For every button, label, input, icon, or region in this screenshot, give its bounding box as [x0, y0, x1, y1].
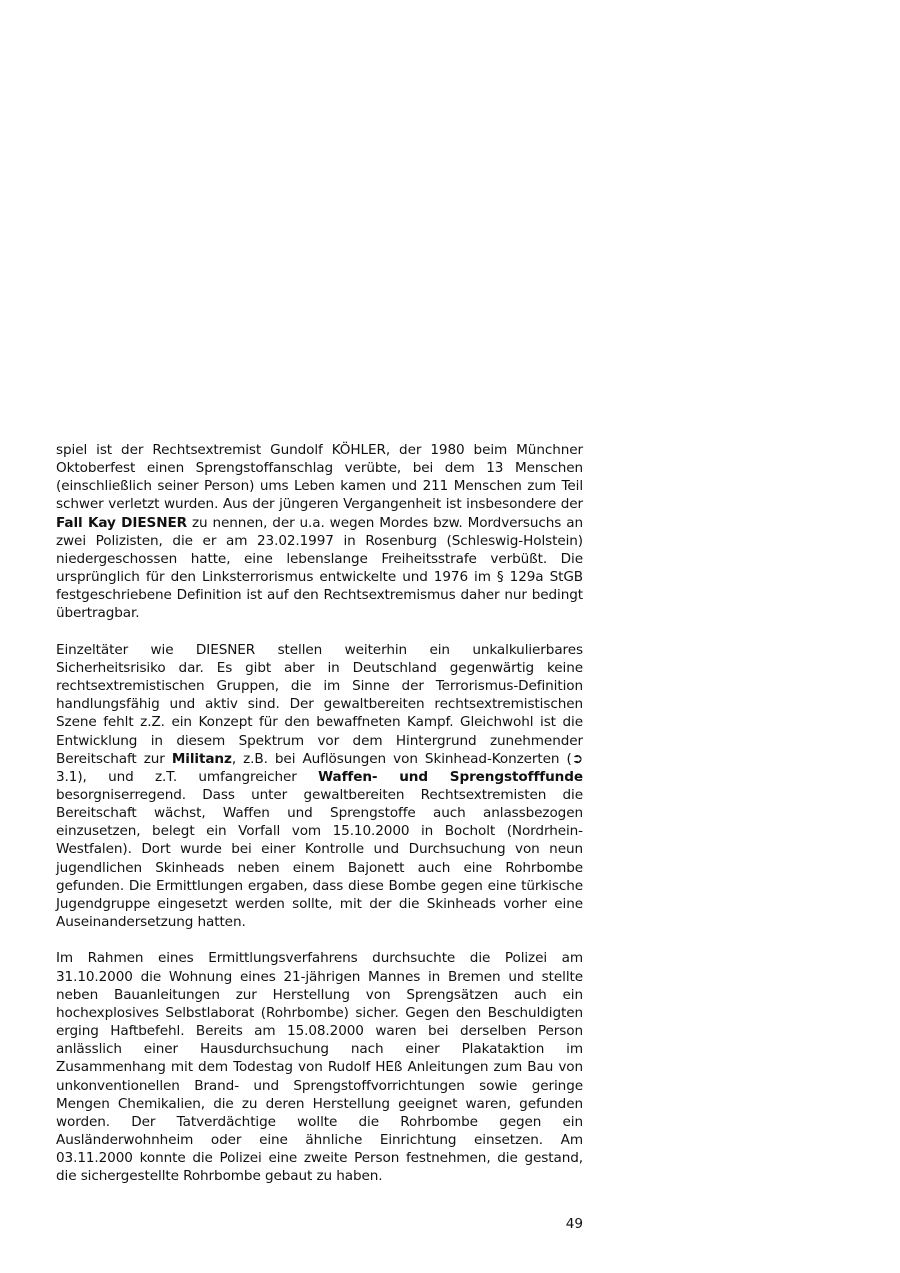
page-number: 49 — [565, 1216, 583, 1232]
text-segment: Einzeltäter wie DIESNER stellen weiterhin ein unkalkulierbares Sicherheitsrisiko dar. Es gibt aber in Deutschland gegenwärtig keine rechtsextremistischen Gruppen, die im Sinne der Terrorismus-Definition handlungsfähig und aktiv sind. Der gewaltbereiten rechtsextremistischen Szene fehlt z.Z. ein Konzept für den bewaffneten Kampf. Gleichwohl ist die Entwicklung in diesem Spektrum vor dem Hintergrund zunehmender Bereitschaft zur — [56, 641, 583, 767]
text-segment: besorgniserregend. Dass unter gewaltbereiten Rechtsextremisten die Bereitschaft wächst, Waffen und Sprengstoffe auch anlassbezogen einzusetzen, belegt ein Vorfall vom 15.10.2000 in Bocholt (Nordrhein-Westfalen). Dort wurde bei einer Kontrolle und Durchsuchung von neun jugendlichen Skinheads neben einem Bajonett auch eine Rohrbombe gefunden. Die Ermittlungen ergaben, dass diese Bombe gegen eine türkische Jugendgruppe eingesetzt werden sollte, mit der die Skinheads vorher eine Auseinandersetzung hatten. — [56, 787, 583, 931]
paragraph-einzeltaeter — [56, 641, 583, 932]
body-text — [56, 441, 583, 1185]
bold-term-waffen-sprengstofffunde: Waffen- und Sprengstofffunde — [318, 768, 583, 785]
text-segment: , z.B. bei Auflösungen von Skinhead-Konzerten (➲ 3.1), und z.T. umfangreicher — [56, 750, 583, 785]
bold-term-fall-kay-diesner: Fall Kay DIESNER — [56, 514, 188, 531]
text-segment: Im Rahmen eines Ermittlungsverfahrens durchsuchte die Polizei am 31.10.2000 die Wohnung eines 21-jährigen Mannes in Bremen und stellte neben Bauanleitungen zur Herstellung von Sprengsätzen auch ein hochexplosives Selbstlaborat (Rohrbombe) sicher. Gegen den Beschuldigten erging Haftbefehl. Bereits am 15.08.2000 waren bei derselben Person anlässlich einer Hausdurchsuchung nach einer Plakataktion im Zusammenhang mit dem Todestag von Rudolf HEß Anleitungen zum Bau von unkonventionellen Brand- und Sprengstoffvorrichtungen sowie geringe Mengen Chemikalien, die zu deren Herstellung geeignet waren, gefunden worden. Der Tatverdächtige wollte die Rohrbombe gegen ein Ausländerwohnheim oder eine ähnliche Einrichtung einsetzen. Am 03.11.2000 konnte die Polizei eine zweite Person festnehmen, die gestand, die sichergestellte Rohrbombe gebaut zu haben. — [56, 950, 583, 1185]
bold-term-militanz: Militanz — [171, 750, 232, 767]
text-segment: zu nennen, der u.a. wegen Mordes bzw. Mordversuchs an zwei Polizisten, die er am 23.02.1997 in Rosenburg (Schleswig-Holstein) niedergeschossen hatte, eine lebenslange Freiheitsstrafe verbüßt. Die ursprünglich für den Linksterrorismus entwickelte und 1976 im § 129a StGB festgeschriebene Definition ist auf den Rechtsextremismus daher nur bedingt übertragbar. — [56, 514, 583, 622]
paragraph-koehler-diesner — [56, 441, 583, 623]
paragraph-ermittlungsverfahren-bremen — [56, 949, 583, 1185]
text-segment: spiel ist der Rechtsextremist Gundolf KÖHLER, der 1980 beim Münchner Oktoberfest einen Sprengstoffanschlag verübte, bei dem 13 Menschen (einschließlich seiner Person) ums Leben kamen und 211 Menschen zum Teil schwer verletzt wurden. Aus der jüngeren Vergangenheit ist insbesondere der — [56, 442, 583, 513]
